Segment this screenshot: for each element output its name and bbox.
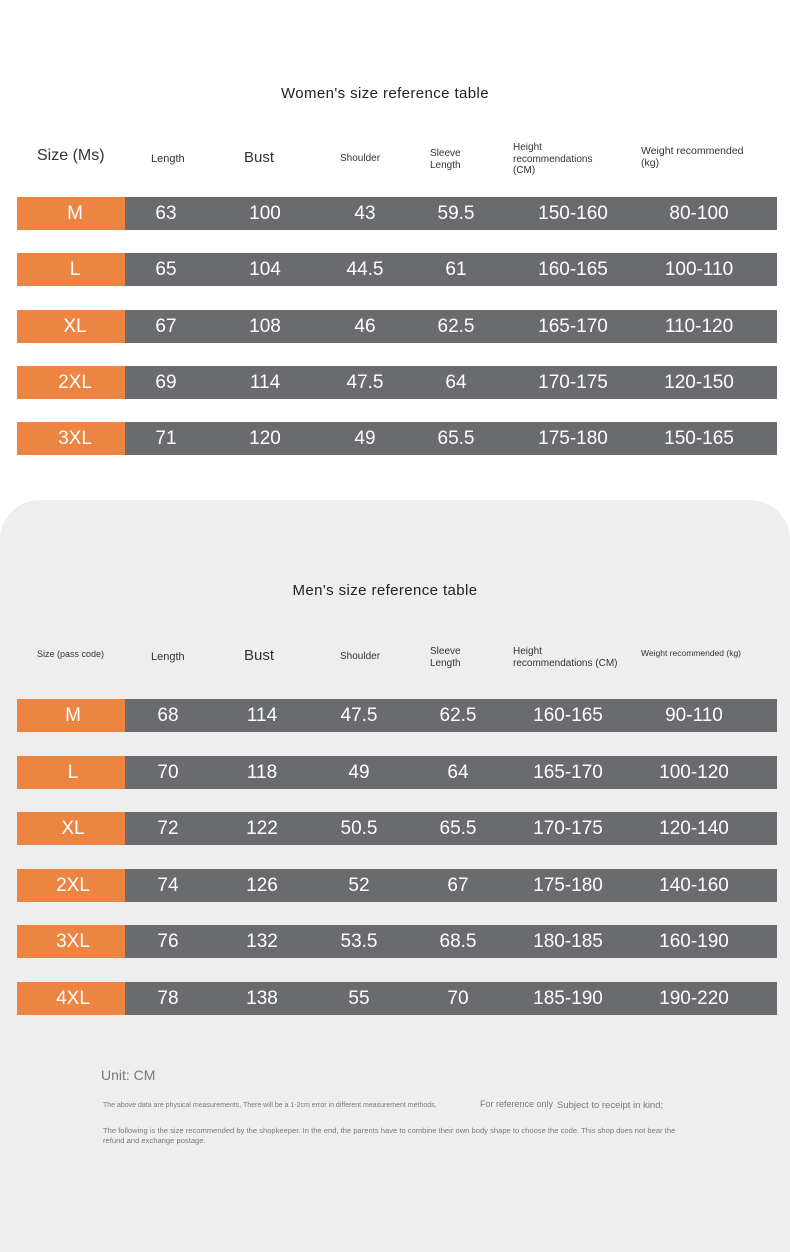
cell-height: 170-175	[538, 371, 608, 393]
cell-weight: 80-100	[669, 203, 729, 224]
cell-shoulder: 43	[354, 203, 376, 224]
table-row	[17, 869, 777, 902]
cell-shoulder: 50.5	[340, 818, 378, 839]
table-row	[17, 925, 777, 958]
measurement-note: The above data are physical measurements, There will be a 1-2cm error in different measurement methods,	[103, 1102, 437, 1109]
cell-sleeve: 67	[447, 874, 469, 896]
women-header-weight: Weight recommended (kg)	[641, 145, 744, 170]
cell-weight: 120-150	[664, 371, 734, 393]
cell-length: 65	[155, 259, 177, 281]
cell-shoulder: 47.5	[340, 705, 378, 726]
men-header-shoulder: Shoulder	[340, 651, 381, 662]
women-table-title: Women's size reference table	[280, 85, 490, 102]
cell-sleeve: 65.5	[439, 818, 477, 839]
cell-shoulder: 46	[354, 315, 376, 337]
table-row	[17, 982, 777, 1015]
cell-height: 160-165	[533, 705, 603, 726]
table-row	[17, 197, 777, 230]
table-row	[17, 310, 777, 343]
cell-sleeve: 59.5	[437, 203, 475, 224]
cell-height: 180-185	[533, 931, 603, 952]
women-header-bust: Bust	[244, 149, 275, 166]
cell-bust: 118	[246, 761, 278, 783]
cell-bust: 138	[246, 987, 278, 1009]
cell-bust: 126	[246, 874, 278, 896]
women-header-shoulder: Shoulder	[340, 153, 381, 164]
table-row	[17, 253, 777, 286]
cell-sleeve: 64	[447, 761, 469, 783]
subject-to-receipt-note: Subject to receipt in kind;	[557, 1100, 664, 1111]
cell-height: 165-170	[533, 761, 603, 783]
cell-bust: 100	[249, 203, 281, 224]
cell-bust: 122	[246, 818, 278, 839]
cell-shoulder: 55	[348, 987, 370, 1009]
men-header-length: Length	[151, 651, 185, 663]
cell-size: L	[67, 761, 79, 783]
cell-weight: 100-110	[664, 259, 734, 281]
cell-sleeve: 68.5	[439, 931, 477, 952]
women-header-height: Height recommendations (CM)	[513, 142, 593, 176]
cell-length: 76	[157, 931, 179, 952]
women-header-size: Size (Ms)	[37, 147, 105, 164]
table-row	[17, 812, 777, 845]
cell-weight: 120-140	[659, 818, 729, 839]
cell-height: 175-180	[533, 874, 603, 896]
men-table-title: Men's size reference table	[292, 582, 478, 599]
cell-weight: 140-160	[659, 874, 729, 896]
cell-sleeve: 64	[445, 371, 467, 393]
cell-sleeve: 70	[447, 987, 469, 1009]
cell-size: M	[65, 705, 81, 726]
cell-bust: 132	[246, 931, 278, 952]
cell-weight: 90-110	[665, 705, 723, 726]
cell-bust: 108	[249, 315, 281, 337]
cell-size: 3XL	[58, 428, 92, 450]
cell-size: XL	[63, 315, 87, 337]
cell-sleeve: 65.5	[437, 428, 475, 450]
men-header-weight: Weight recommended (kg)	[641, 648, 741, 658]
table-row	[17, 756, 777, 789]
cell-shoulder: 47.5	[346, 371, 384, 393]
cell-length: 68	[157, 705, 179, 726]
cell-shoulder: 49	[354, 428, 376, 450]
cell-bust: 120	[249, 428, 281, 450]
table-row	[17, 366, 777, 399]
men-header-bust: Bust	[244, 647, 275, 664]
women-header-sleeve: Sleeve Length	[430, 148, 461, 171]
cell-weight: 100-120	[659, 761, 729, 783]
cell-size: 2XL	[56, 874, 90, 896]
cell-length: 74	[157, 874, 179, 896]
cell-weight: 160-190	[659, 931, 729, 952]
cell-length: 72	[157, 818, 179, 839]
cell-shoulder: 53.5	[340, 931, 378, 952]
cell-height: 165-170	[538, 315, 608, 337]
cell-sleeve: 62.5	[439, 705, 477, 726]
cell-weight: 190-220	[659, 987, 729, 1009]
cell-bust: 114	[249, 371, 281, 393]
cell-length: 67	[155, 315, 177, 337]
cell-height: 175-180	[538, 428, 608, 450]
cell-size: L	[69, 259, 81, 281]
cell-bust: 114	[246, 705, 278, 726]
men-header-sleeve: Sleeve Length	[430, 646, 461, 669]
cell-weight: 150-165	[664, 428, 734, 450]
cell-height: 170-175	[533, 818, 603, 839]
cell-size: XL	[61, 818, 85, 839]
cell-length: 63	[155, 203, 177, 224]
cell-length: 70	[157, 761, 179, 783]
cell-sleeve: 61	[445, 259, 467, 281]
cell-height: 150-160	[538, 203, 608, 224]
cell-sleeve: 62.5	[437, 315, 475, 337]
cell-length: 71	[155, 428, 177, 450]
cell-weight: 110-120	[664, 315, 734, 337]
cell-shoulder: 49	[348, 761, 370, 783]
cell-shoulder: 52	[348, 874, 370, 896]
cell-length: 78	[157, 987, 179, 1009]
cell-size: 4XL	[56, 987, 90, 1009]
table-row	[17, 422, 777, 455]
cell-height: 160-165	[538, 259, 608, 281]
cell-length: 69	[155, 371, 177, 393]
reference-only-note: For reference only	[480, 1099, 554, 1109]
men-header-size: Size (pass code)	[37, 649, 105, 659]
table-row	[17, 699, 777, 732]
cell-size: M	[67, 203, 83, 224]
shopkeeper-recommendation-note: The following is the size recommended by the shopkeeper. In the end, the parents have to combine their own body shape to choose the code. This shop does not bear the refund and exchange postage.	[103, 1126, 676, 1145]
cell-size: 3XL	[56, 931, 90, 952]
men-header-height: Height recommendations (CM)	[513, 646, 618, 669]
cell-height: 185-190	[533, 987, 603, 1009]
cell-size: 2XL	[58, 371, 92, 393]
cell-shoulder: 44.5	[346, 259, 384, 281]
cell-bust: 104	[249, 259, 281, 281]
unit-label: Unit: CM	[101, 1067, 156, 1083]
women-header-length: Length	[151, 153, 185, 165]
